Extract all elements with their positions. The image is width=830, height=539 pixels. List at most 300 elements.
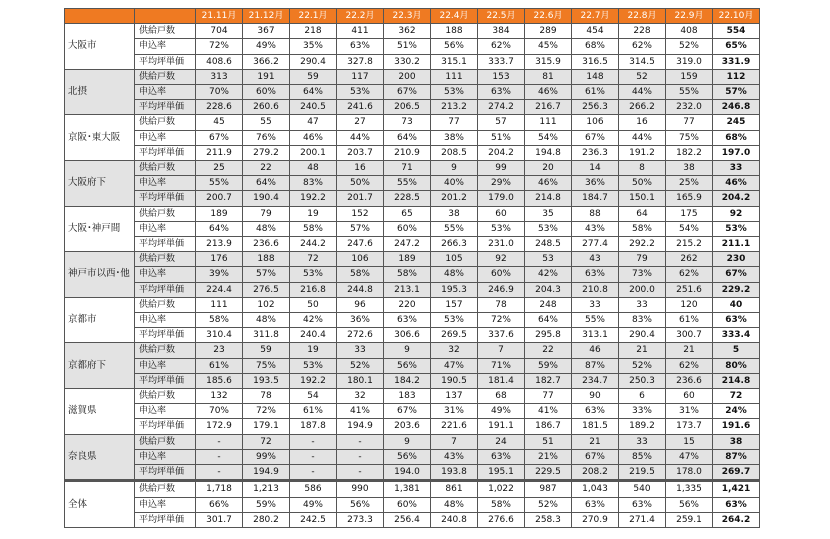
value-cell: 68%	[713, 130, 760, 145]
value-cell: 52%	[666, 39, 713, 54]
metric-label: 平均坪単価	[135, 191, 196, 206]
value-cell: 81	[525, 69, 572, 84]
table-row	[65, 161, 760, 176]
value-cell: 247.2	[384, 237, 431, 252]
value-cell: 182.2	[666, 145, 713, 160]
value-cell: 25%	[666, 176, 713, 191]
value-cell: 175	[666, 206, 713, 221]
value-cell: 311.8	[243, 328, 290, 343]
value-cell: 48	[290, 161, 337, 176]
table-row	[65, 69, 760, 84]
value-cell: 36%	[337, 313, 384, 328]
value-cell: 201.7	[337, 191, 384, 206]
value-cell: 62%	[619, 39, 666, 54]
value-cell: 200.7	[196, 191, 243, 206]
value-cell: 43	[572, 252, 619, 267]
header-month: 22.2月	[337, 9, 384, 24]
value-cell: 58%	[619, 221, 666, 236]
value-cell: 234.7	[572, 373, 619, 388]
value-cell: 120	[666, 297, 713, 312]
header-month: 22.3月	[384, 9, 431, 24]
value-cell: 248.5	[525, 237, 572, 252]
table-row	[65, 206, 760, 221]
value-cell: 53%	[431, 85, 478, 100]
value-cell: 187.8	[290, 419, 337, 434]
value-cell: 201.2	[431, 191, 478, 206]
metric-label: 申込率	[135, 267, 196, 282]
value-cell: -	[337, 434, 384, 449]
value-cell: 16	[619, 115, 666, 130]
value-cell: 314.5	[619, 54, 666, 69]
region-label: 神戸市以西･他	[65, 252, 135, 298]
value-cell: 46%	[525, 176, 572, 191]
metric-label: 申込率	[135, 358, 196, 373]
value-cell: 53	[525, 252, 572, 267]
value-cell: 99	[478, 161, 525, 176]
value-cell: 67%	[572, 449, 619, 464]
value-cell: -	[290, 449, 337, 464]
value-cell: 85%	[619, 449, 666, 464]
value-cell: 1,335	[666, 481, 713, 497]
value-cell: 240.4	[290, 328, 337, 343]
value-cell: 1,421	[713, 481, 760, 497]
value-cell: 27	[337, 115, 384, 130]
region-label: 京都府下	[65, 343, 135, 389]
table-row	[65, 389, 760, 404]
table-row	[65, 267, 760, 282]
value-cell: 60	[478, 206, 525, 221]
value-cell: 367	[243, 24, 290, 39]
metric-label: 供給戸数	[135, 252, 196, 267]
table-row	[65, 313, 760, 328]
value-cell: 1,381	[384, 481, 431, 497]
value-cell: 231.0	[478, 237, 525, 252]
header-month: 22.6月	[525, 9, 572, 24]
value-cell: 67%	[384, 404, 431, 419]
value-cell: 43%	[431, 449, 478, 464]
value-cell: 75%	[666, 130, 713, 145]
header-month: 21.11月	[196, 9, 243, 24]
value-cell: 704	[196, 24, 243, 39]
value-cell: 240.8	[431, 512, 478, 527]
table-row	[65, 512, 760, 527]
value-cell: 60%	[478, 267, 525, 282]
value-cell: 47%	[431, 358, 478, 373]
metric-label: 申込率	[135, 130, 196, 145]
value-cell: 259.1	[666, 512, 713, 527]
value-cell: 56%	[666, 497, 713, 512]
value-cell: 270.9	[572, 512, 619, 527]
table-row	[65, 176, 760, 191]
value-cell: 289	[525, 24, 572, 39]
value-cell: 269.7	[713, 465, 760, 481]
table-row	[65, 465, 760, 481]
value-cell: 14	[572, 161, 619, 176]
value-cell: 51%	[384, 39, 431, 54]
value-cell: 232.0	[666, 100, 713, 115]
value-cell: 92	[713, 206, 760, 221]
value-cell: 63%	[713, 497, 760, 512]
value-cell: 71	[384, 161, 431, 176]
value-cell: 411	[337, 24, 384, 39]
value-cell: 44%	[337, 130, 384, 145]
value-cell: 48%	[431, 267, 478, 282]
value-cell: 228.5	[384, 191, 431, 206]
metric-label: 供給戸数	[135, 389, 196, 404]
value-cell: 76%	[243, 130, 290, 145]
value-cell: 256.4	[384, 512, 431, 527]
value-cell: 70%	[196, 85, 243, 100]
value-cell: 172.9	[196, 419, 243, 434]
region-label: 京都市	[65, 297, 135, 343]
value-cell: 55%	[431, 221, 478, 236]
data-table-container	[64, 8, 760, 528]
value-cell: 106	[337, 252, 384, 267]
value-cell: 290.4	[290, 54, 337, 69]
value-cell: 83%	[619, 313, 666, 328]
value-cell: 53%	[290, 358, 337, 373]
value-cell: 63%	[478, 85, 525, 100]
value-cell: 83%	[290, 176, 337, 191]
table-row	[65, 358, 760, 373]
value-cell: 54%	[666, 221, 713, 236]
value-cell: 266.2	[619, 100, 666, 115]
value-cell: 92	[478, 252, 525, 267]
metric-label: 平均坪単価	[135, 237, 196, 252]
value-cell: 72	[713, 389, 760, 404]
value-cell: 274.2	[478, 100, 525, 115]
value-cell: 39%	[196, 267, 243, 282]
value-cell: 29%	[478, 176, 525, 191]
value-cell: 313	[196, 69, 243, 84]
value-cell: 87%	[713, 449, 760, 464]
value-cell: 49%	[243, 39, 290, 54]
value-cell: 190.4	[243, 191, 290, 206]
value-cell: 25	[196, 161, 243, 176]
value-cell: 132	[196, 389, 243, 404]
value-cell: 277.4	[572, 237, 619, 252]
value-cell: 191.1	[478, 419, 525, 434]
value-cell: 62%	[478, 39, 525, 54]
value-cell: 185.6	[196, 373, 243, 388]
table-row	[65, 191, 760, 206]
value-cell: 213.1	[384, 282, 431, 297]
value-cell: 21%	[525, 449, 572, 464]
value-cell: 157	[431, 297, 478, 312]
value-cell: 184.2	[384, 373, 431, 388]
value-cell: 51	[525, 434, 572, 449]
value-cell: 211.1	[713, 237, 760, 252]
table-row	[65, 419, 760, 434]
table-row	[65, 85, 760, 100]
metric-label: 申込率	[135, 404, 196, 419]
value-cell: 46%	[713, 176, 760, 191]
value-cell: 56%	[431, 39, 478, 54]
value-cell: 9	[431, 161, 478, 176]
metric-label: 平均坪単価	[135, 282, 196, 297]
value-cell: 176	[196, 252, 243, 267]
header-month: 22.9月	[666, 9, 713, 24]
value-cell: 57%	[713, 85, 760, 100]
value-cell: 1,022	[478, 481, 525, 497]
value-cell: 15	[666, 434, 713, 449]
metric-label: 平均坪単価	[135, 145, 196, 160]
value-cell: 63%	[384, 313, 431, 328]
value-cell: 50%	[337, 176, 384, 191]
value-cell: 41%	[337, 404, 384, 419]
value-cell: 63%	[713, 313, 760, 328]
value-cell: 60%	[243, 85, 290, 100]
value-cell: 52	[619, 69, 666, 84]
value-cell: 300.7	[666, 328, 713, 343]
value-cell: 208.2	[572, 465, 619, 481]
value-cell: 62%	[666, 358, 713, 373]
value-cell: 192.2	[290, 191, 337, 206]
value-cell: 63%	[337, 39, 384, 54]
value-cell: 112	[713, 69, 760, 84]
value-cell: 33	[337, 343, 384, 358]
value-cell: 52%	[619, 358, 666, 373]
value-cell: 31%	[431, 404, 478, 419]
value-cell: 46%	[525, 85, 572, 100]
metric-label: 供給戸数	[135, 206, 196, 221]
value-cell: 54	[290, 389, 337, 404]
value-cell: 46%	[290, 130, 337, 145]
value-cell: 63%	[572, 267, 619, 282]
value-cell: 264.2	[713, 512, 760, 527]
value-cell: 24	[478, 434, 525, 449]
value-cell: 64	[619, 206, 666, 221]
value-cell: 193.8	[431, 465, 478, 481]
region-label: 北摂	[65, 69, 135, 115]
value-cell: 58%	[384, 267, 431, 282]
value-cell: 1,213	[243, 481, 290, 497]
value-cell: 90	[572, 389, 619, 404]
value-cell: 48%	[431, 497, 478, 512]
value-cell: 9	[384, 434, 431, 449]
table-row	[65, 297, 760, 312]
metric-label: 供給戸数	[135, 343, 196, 358]
value-cell: 9	[384, 343, 431, 358]
table-row	[65, 221, 760, 236]
value-cell: 72	[243, 434, 290, 449]
value-cell: 50	[290, 297, 337, 312]
value-cell: -	[290, 465, 337, 481]
metric-label: 供給戸数	[135, 434, 196, 449]
value-cell: 221.6	[431, 419, 478, 434]
value-cell: 73%	[619, 267, 666, 282]
value-cell: 188	[431, 24, 478, 39]
value-cell: 195.3	[431, 282, 478, 297]
value-cell: 200	[384, 69, 431, 84]
value-cell: 186.7	[525, 419, 572, 434]
value-cell: 38	[431, 206, 478, 221]
table-row	[65, 434, 760, 449]
value-cell: 57%	[337, 221, 384, 236]
value-cell: 40	[713, 297, 760, 312]
value-cell: 67%	[572, 130, 619, 145]
value-cell: 48%	[243, 313, 290, 328]
value-cell: 200.0	[619, 282, 666, 297]
table-row	[65, 343, 760, 358]
table-row	[65, 404, 760, 419]
value-cell: 330.2	[384, 54, 431, 69]
metric-label: 申込率	[135, 176, 196, 191]
value-cell: 63%	[572, 404, 619, 419]
value-cell: 99%	[243, 449, 290, 464]
header-month: 22.8月	[619, 9, 666, 24]
value-cell: 45	[196, 115, 243, 130]
value-cell: 179.0	[478, 191, 525, 206]
value-cell: 290.4	[619, 328, 666, 343]
value-cell: 58%	[478, 497, 525, 512]
value-cell: 16	[337, 161, 384, 176]
value-cell: 337.6	[478, 328, 525, 343]
value-cell: 241.6	[337, 100, 384, 115]
table-row	[65, 100, 760, 115]
value-cell: 273.3	[337, 512, 384, 527]
region-label: 滋賀県	[65, 389, 135, 435]
value-cell: 203.7	[337, 145, 384, 160]
value-cell: 197.0	[713, 145, 760, 160]
value-cell: 333.4	[713, 328, 760, 343]
value-cell: -	[290, 434, 337, 449]
region-label: 全体	[65, 481, 135, 528]
value-cell: 87%	[572, 358, 619, 373]
value-cell: 362	[384, 24, 431, 39]
value-cell: 21	[572, 434, 619, 449]
value-cell: 280.2	[243, 512, 290, 527]
value-cell: 236.6	[666, 373, 713, 388]
value-cell: 211.9	[196, 145, 243, 160]
value-cell: 178.0	[666, 465, 713, 481]
value-cell: 1,043	[572, 481, 619, 497]
value-cell: 295.8	[525, 328, 572, 343]
value-cell: 59%	[243, 497, 290, 512]
metric-label: 平均坪単価	[135, 373, 196, 388]
metric-label: 申込率	[135, 313, 196, 328]
value-cell: 102	[243, 297, 290, 312]
value-cell: 214.8	[525, 191, 572, 206]
value-cell: 70%	[196, 404, 243, 419]
table-row	[65, 237, 760, 252]
value-cell: 31%	[666, 404, 713, 419]
value-cell: 55%	[384, 176, 431, 191]
value-cell: 44%	[619, 130, 666, 145]
value-cell: 220	[384, 297, 431, 312]
value-cell: 7	[431, 434, 478, 449]
value-cell: 32	[431, 343, 478, 358]
value-cell: 32	[337, 389, 384, 404]
metric-label: 平均坪単価	[135, 100, 196, 115]
metric-label: 申込率	[135, 39, 196, 54]
metric-label: 供給戸数	[135, 481, 196, 497]
value-cell: 59	[243, 343, 290, 358]
value-cell: 331.9	[713, 54, 760, 69]
value-cell: 586	[290, 481, 337, 497]
value-cell: 52%	[525, 497, 572, 512]
value-cell: 208.5	[431, 145, 478, 160]
value-cell: 33	[572, 297, 619, 312]
value-cell: 244.2	[290, 237, 337, 252]
region-label: 大阪市	[65, 24, 135, 70]
value-cell: 22	[525, 343, 572, 358]
value-cell: 216.7	[525, 100, 572, 115]
metric-label: 供給戸数	[135, 161, 196, 176]
value-cell: 106	[572, 115, 619, 130]
value-cell: 189	[196, 206, 243, 221]
value-cell: 384	[478, 24, 525, 39]
value-cell: 48%	[243, 221, 290, 236]
table-row	[65, 481, 760, 497]
value-cell: 43%	[572, 221, 619, 236]
value-cell: 111	[525, 115, 572, 130]
value-cell: 408	[666, 24, 713, 39]
table-row	[65, 39, 760, 54]
value-cell: 21	[619, 343, 666, 358]
value-cell: 36%	[572, 176, 619, 191]
value-cell: 42%	[525, 267, 572, 282]
value-cell: 454	[572, 24, 619, 39]
value-cell: 60	[666, 389, 713, 404]
value-cell: 200.1	[290, 145, 337, 160]
value-cell: 246.8	[713, 100, 760, 115]
metric-label: 供給戸数	[135, 297, 196, 312]
value-cell: 64%	[525, 313, 572, 328]
value-cell: 55%	[572, 313, 619, 328]
value-cell: 333.7	[478, 54, 525, 69]
value-cell: 62%	[666, 267, 713, 282]
value-cell: 242.5	[290, 512, 337, 527]
value-cell: 152	[337, 206, 384, 221]
header-month: 22.5月	[478, 9, 525, 24]
value-cell: 45%	[525, 39, 572, 54]
value-cell: 105	[431, 252, 478, 267]
value-cell: 554	[713, 24, 760, 39]
table-row	[65, 54, 760, 69]
value-cell: 60%	[384, 221, 431, 236]
value-cell: 50%	[619, 176, 666, 191]
value-cell: 228.6	[196, 100, 243, 115]
metric-label: 供給戸数	[135, 69, 196, 84]
value-cell: 247.6	[337, 237, 384, 252]
value-cell: 96	[337, 297, 384, 312]
value-cell: 57%	[243, 267, 290, 282]
value-cell: 38	[713, 434, 760, 449]
header-month: 21.12月	[243, 9, 290, 24]
value-cell: 214.8	[713, 373, 760, 388]
value-cell: 256.3	[572, 100, 619, 115]
value-cell: 44%	[619, 85, 666, 100]
table-row	[65, 373, 760, 388]
value-cell: 35	[525, 206, 572, 221]
value-cell: 219.5	[619, 465, 666, 481]
value-cell: 33	[619, 434, 666, 449]
value-cell: 78	[243, 389, 290, 404]
region-label: 奈良県	[65, 434, 135, 481]
supply-statistics-table	[64, 8, 760, 528]
value-cell: 244.8	[337, 282, 384, 297]
value-cell: 80%	[713, 358, 760, 373]
value-cell: 52%	[337, 358, 384, 373]
value-cell: 67%	[713, 267, 760, 282]
header-blank-region	[65, 9, 135, 24]
metric-label: 平均坪単価	[135, 54, 196, 69]
region-label: 大阪･神戸間	[65, 206, 135, 252]
value-cell: 181.4	[478, 373, 525, 388]
value-cell: 150.1	[619, 191, 666, 206]
value-cell: 47	[290, 115, 337, 130]
